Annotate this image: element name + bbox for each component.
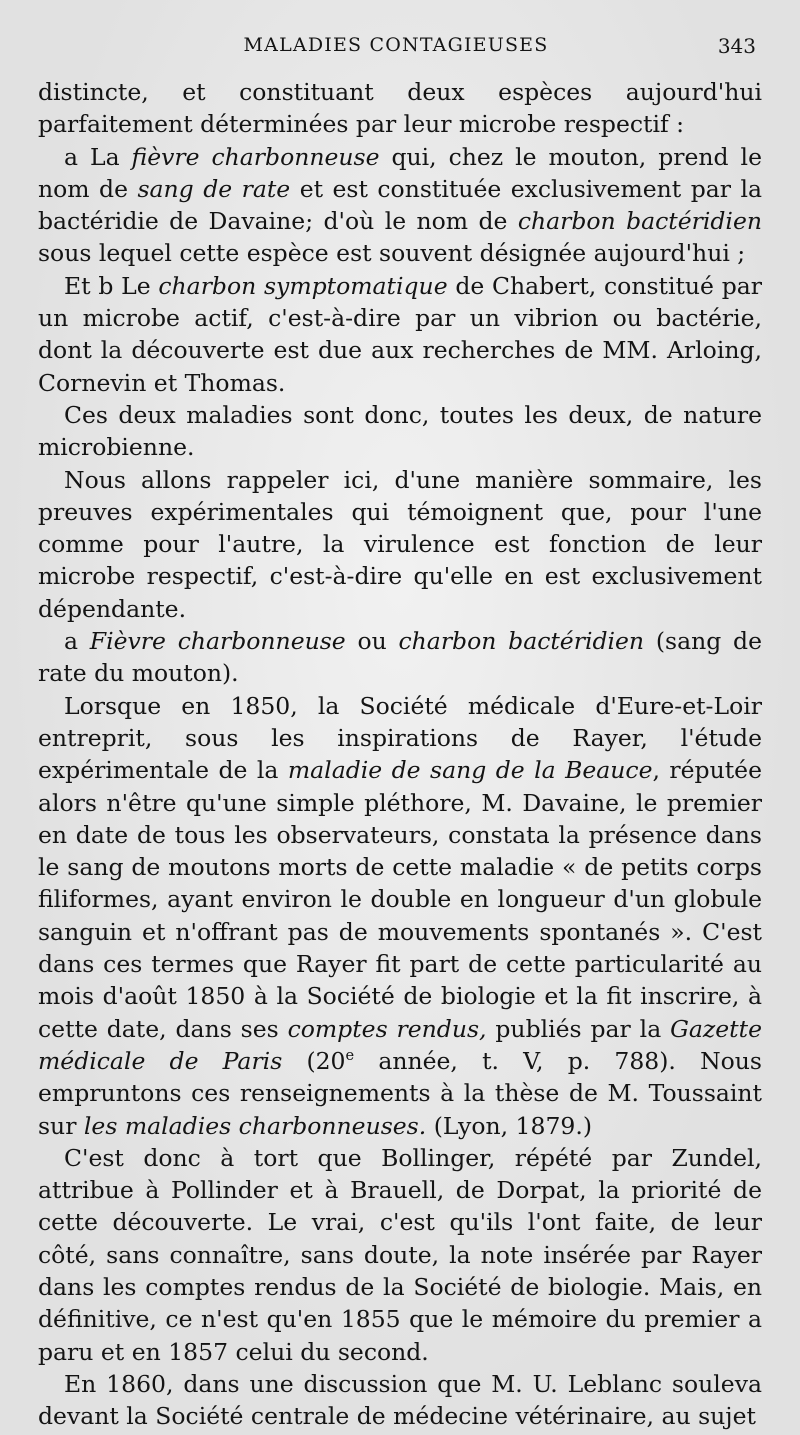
paragraph-7-text-e: publiés par la xyxy=(486,1014,671,1043)
paragraph-7 xyxy=(38,690,762,1142)
paragraph-6-italic-b: Fièvre charbonneuse xyxy=(89,627,346,656)
paragraph-9-text: En 1860, dans une discussion que M. U. Leblanc souleva devant la Société centrale de médecine vétérinaire, au sujet xyxy=(38,1369,762,1431)
paragraph-2-text-c: qui, chez le mouton, prend le nom de xyxy=(38,142,762,203)
paragraph-6-text-e: (sang de rate du mouton). xyxy=(38,627,762,688)
paragraph-5-text: Nous allons rappeler ici, d'une manière sommaire, les preuves expérimentales qui témoignent que, pour l'une comme pour l'autre, la virulence est fonction de leur microbe respectif, c'est-à-dire qu'elle en est exclusivement dépendante. xyxy=(38,465,762,623)
paragraph-3-text-c: de Chabert, constitué par un microbe actif, c'est-à-dire par un vibrion ou bactérie, dont la découverte est due aux recherches de MM. Arloing, Cornevin et Thomas. xyxy=(38,271,762,397)
paragraph-4-text: Ces deux maladies sont donc, toutes les deux, de nature microbienne. xyxy=(38,400,762,462)
paragraph-7-italic-d: comptes rendus, xyxy=(287,1014,487,1043)
paragraph-6-text-c: ou xyxy=(345,627,399,656)
paragraph-2-text-a: a La xyxy=(64,142,132,171)
paragraph-4 xyxy=(38,399,762,464)
running-title: MALADIES CONTAGIEUSES xyxy=(243,34,549,56)
page-number: 343 xyxy=(717,34,756,58)
paragraph-6-text-a: a xyxy=(64,627,90,656)
paragraph-6-italic-d: charbon bactéridien xyxy=(398,627,645,656)
paragraph-8-text: C'est donc à tort que Bollinger, répété par Zundel, attribue à Pollinder et à Brauell, de Dorpat, la priorité de cette découverte. Le vrai, c'est qu'ils l'ont faite, de leur côté, sans connaître, sans doute, la note insérée par Rayer dans les comptes rendus de la Société de biologie. Mais, en définitive, ce n'est qu'en 1855 que le mémoire du premier a paru et en 1857 celui du second. xyxy=(38,1143,762,1366)
paragraph-1-text: distincte, et constituant deux espèces aujourd'hui parfaitement déterminées par leur microbe respectif : xyxy=(38,78,762,139)
paragraph-7-italic-f: Gazette médicale de Paris xyxy=(38,1014,762,1075)
paragraph-5 xyxy=(38,464,762,625)
paragraph-3-text-a: Et b Le xyxy=(64,271,159,300)
paragraph-7-text-a: Lorsque en 1850, la Société médicale d'Eure-et-Loir entreprit, sous les inspirations de Rayer, l'étude expérimentale de la xyxy=(38,691,762,785)
paragraph-7-text-k: (Lyon, 1879.) xyxy=(426,1111,592,1140)
paragraph-7-text-g: (20 xyxy=(282,1046,346,1075)
paragraph-7-superscript-h: e xyxy=(345,1047,355,1065)
paragraph-7-italic-j: les maladies charbonneuses. xyxy=(83,1111,427,1140)
paragraph-3 xyxy=(38,270,762,399)
paragraph-1 xyxy=(38,76,762,141)
paragraph-2-italic-b: fièvre charbonneuse xyxy=(131,142,380,171)
paragraph-2-text-g: sous lequel cette espèce est souvent désignée aujourd'hui ; xyxy=(38,239,746,268)
paragraph-3-italic-b: charbon symptomatique xyxy=(158,271,448,300)
paragraph-7-text-c: , réputée alors n'être qu'une simple pléthore, M. Davaine, le premier en date de tous les observateurs, constata la présence dans le sang de moutons morts de cette maladie « de petits corps filiformes, ayant environ le double en longueur d'un globule sanguin et n'offrant pas de mouvements spontanés ». C'est dans ces termes que Rayer fit part de cette particularité au mois d'août 1850 à la Société de biologie et la fit inscrire, à cette date, dans ses xyxy=(38,756,762,1043)
paragraph-9 xyxy=(38,1368,762,1433)
paragraph-7-italic-b: maladie de sang de la Beauce xyxy=(287,756,653,785)
body-text xyxy=(38,76,762,1432)
paragraph-2-text-e: et est constituée exclusivement par la bactéridie de Davaine; d'où le nom de xyxy=(38,174,762,236)
paragraph-2-italic-d: sang de rate xyxy=(137,174,291,203)
paragraph-2-italic-f: charbon bactéridien xyxy=(517,207,762,236)
running-head xyxy=(36,30,756,60)
paragraph-6 xyxy=(38,625,762,690)
paragraph-7-text-i: année, t. V, p. 788). Nous empruntons ces renseignements à la thèse de M. Toussaint sur xyxy=(38,1046,762,1140)
paragraph-2 xyxy=(38,141,762,270)
paragraph-8 xyxy=(38,1142,762,1368)
